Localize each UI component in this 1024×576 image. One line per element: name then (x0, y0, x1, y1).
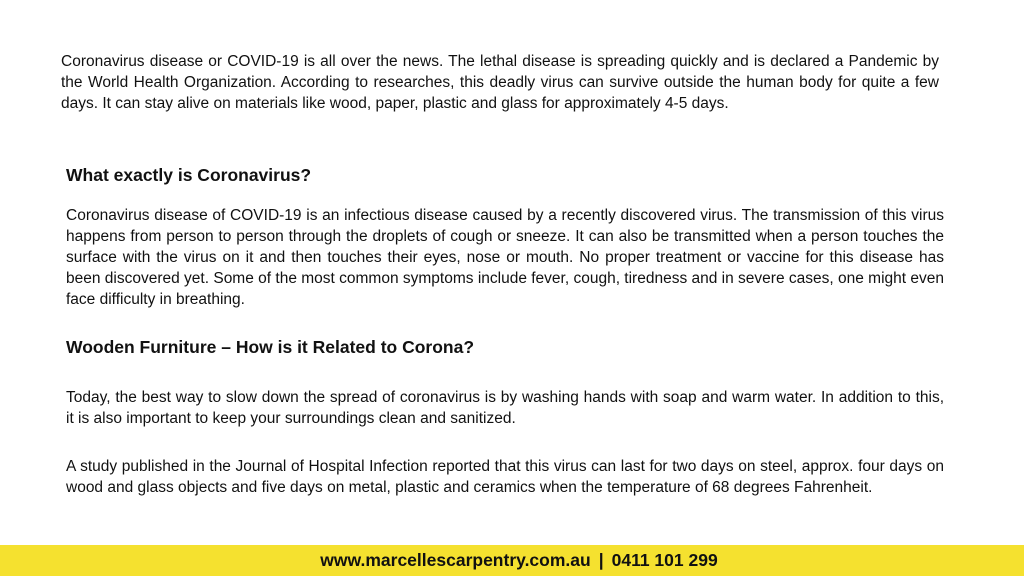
study-paragraph: A study published in the Journal of Hospital Infection reported that this virus can last for two days on steel, approx. four days on wood and glass objects and five days on metal, plastic and ceramics when the temperature of 68 degrees Fahrenheit. (66, 458, 944, 496)
footer-contact (306, 550, 717, 571)
prevention-paragraph: Today, the best way to slow down the spread of coronavirus is by washing hands with soap and warm water. In addition to this, it is also important to keep your surroundings clean and sanitized. (66, 389, 944, 427)
heading-what-is-coronavirus: What exactly is Coronavirus? (66, 165, 312, 185)
phone-number[interactable]: 0411 101 299 (611, 550, 718, 570)
footer-bar (0, 545, 1024, 576)
coronavirus-paragraph: Coronavirus disease of COVID-19 is an infectious disease caused by a recently discovered virus. The transmission of this virus happens from person to person through the droplets of cough or sneeze. It can also be transmitted when a person touches the surface with the virus on it and then touches their eyes, nose or mouth. No proper treatment or vaccine for this disease has been discovered yet. Some of the most common symptoms include fever, cough, tiredness and in severe cases, one might even face difficulty in breathing. (66, 207, 944, 308)
website-link[interactable]: www.marcellescarpentry.com.au (320, 550, 591, 570)
intro-paragraph: Coronavirus disease or COVID-19 is all over the news. The lethal disease is spreading quickly and is declared a Pandemic by the World Health Organization. According to researches, this deadly virus can survive outside the human body for quite a few days. It can stay alive on materials like wood, paper, plastic and glass for approximately 4-5 days. (61, 53, 939, 112)
footer-separator: | (598, 550, 604, 570)
heading-wooden-furniture: Wooden Furniture – How is it Related to Corona? (66, 337, 475, 357)
